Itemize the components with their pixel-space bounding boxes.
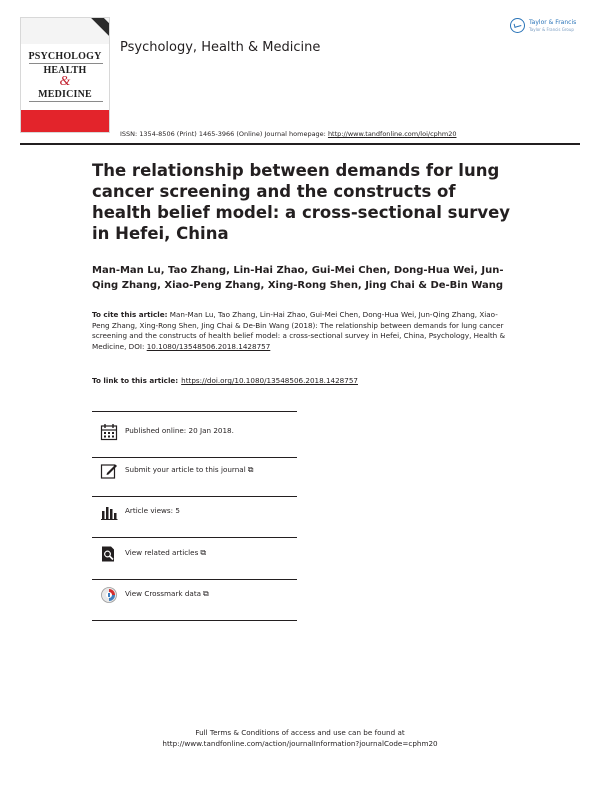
submit-article-link[interactable] <box>125 465 253 475</box>
publisher-logo <box>510 16 590 38</box>
terms-footer <box>0 728 600 749</box>
citation-label: To cite this article: <box>92 310 168 319</box>
terms-footer-line1: Full Terms & Conditions of access and use can be found at <box>195 728 405 737</box>
crossmark-item[interactable] <box>92 586 297 624</box>
publisher-logo-icon <box>510 18 525 33</box>
citation-doi-link[interactable]: 10.1080/13548506.2018.1428757 <box>146 341 271 351</box>
related-articles-item[interactable] <box>92 545 297 583</box>
crossmark-label: View Crossmark data <box>125 589 202 598</box>
cover-title-line2: HEALTH <box>43 65 87 76</box>
cover-red-band <box>21 110 109 132</box>
issn-text: ISSN: 1354-8506 (Print) 1465-3966 (Online) Journal homepage: <box>120 130 328 138</box>
external-link-icon: ⧉ <box>203 589 209 598</box>
crossmark-icon <box>100 586 118 604</box>
article-authors: Man-Man Lu, Tao Zhang, Lin-Hai Zhao, Gui-Mei Chen, Dong-Hua Wei, Jun-Qing Zhang, Xiao-Peng Zhang, Xing-Rong Shen, Jing Chai & De-Bin Wang <box>92 265 504 291</box>
article-views-label: Article views: 5 <box>125 506 180 515</box>
bar-chart-icon <box>100 503 118 521</box>
article-link-label: To link to this article: <box>92 376 179 385</box>
search-document-icon <box>100 545 118 563</box>
external-link-icon: ⧉ <box>247 465 254 474</box>
published-online-item <box>92 423 297 461</box>
article-views-item <box>92 503 297 541</box>
calendar-icon <box>100 423 118 441</box>
submit-article-item[interactable] <box>92 462 297 500</box>
cover-divider <box>29 101 103 102</box>
submit-article-label: Submit your article to this journal <box>125 465 246 474</box>
header-divider <box>20 143 580 145</box>
journal-cover-image <box>20 17 110 133</box>
terms-footer-url[interactable]: http://www.tandfonline.com/action/journalInformation?journalCode=cphm20 <box>162 738 438 748</box>
item-divider <box>92 537 297 538</box>
journal-title: Psychology, Health & Medicine <box>120 40 321 55</box>
citation-text: Man-Man Lu, Tao Zhang, Lin-Hai Zhao, Gui-Mei Chen, Dong-Hua Wei, Jun-Qing Zhang, Xiao-Peng Zhang, Xing-Rong Shen, Jing Chai & De-Bin Wang (2018): The relationship between demands for lung cancer screening and the constructs of health belief model: a cross-sectional survey in Hefei, China, Psychology, Health & Medicine, DOI: <box>92 310 506 351</box>
issn-line <box>120 130 457 138</box>
publisher-tagline: Taylor & Francis Group <box>529 27 574 32</box>
cover-title-line3: MEDICINE <box>38 89 92 100</box>
citation-block <box>92 310 512 352</box>
item-divider <box>92 457 297 458</box>
related-articles-link[interactable] <box>125 548 206 558</box>
cover-title-line1: PSYCHOLOGY <box>28 51 102 62</box>
article-link-line <box>92 376 358 385</box>
published-online-label: Published online: 20 Jan 2018. <box>125 426 234 435</box>
item-divider <box>92 496 297 497</box>
journal-homepage-link[interactable]: http://www.tandfonline.com/loi/cphm20 <box>327 130 457 138</box>
item-divider <box>92 579 297 580</box>
item-divider <box>92 620 297 621</box>
edit-icon <box>100 462 118 480</box>
cover-divider <box>29 63 103 64</box>
cover-ampersand: & <box>59 74 71 89</box>
info-divider <box>92 411 297 412</box>
article-doi-url[interactable]: https://doi.org/10.1080/13548506.2018.1428757 <box>181 376 358 385</box>
external-link-icon: ⧉ <box>200 548 207 557</box>
article-title: The relationship between demands for lung cancer screening and the constructs of health belief model: a cross-sectional survey in Hefei, China <box>92 161 511 243</box>
related-articles-label: View related articles <box>125 548 199 557</box>
publisher-name: Taylor & Francis <box>529 19 577 26</box>
crossmark-link[interactable] <box>125 589 209 599</box>
